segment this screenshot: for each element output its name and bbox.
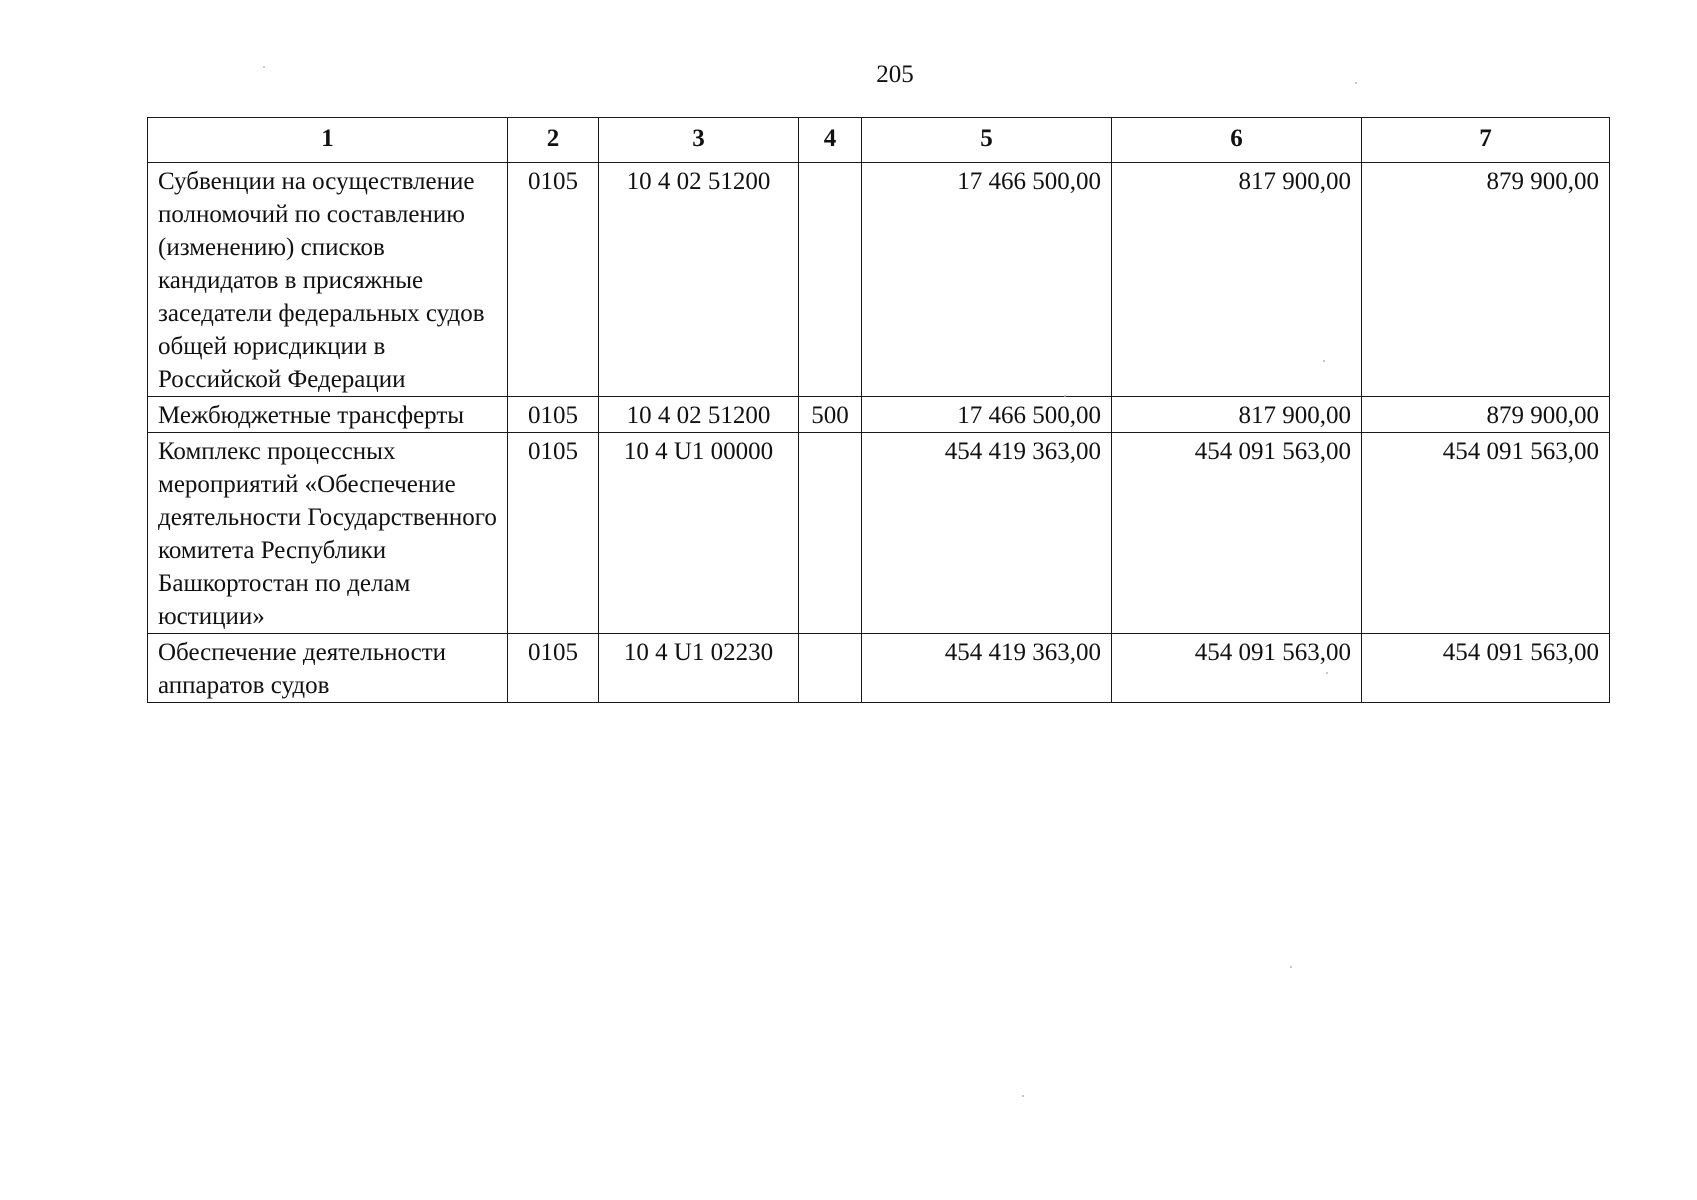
amount-cell: 454 419 363,00: [862, 433, 1112, 634]
column-header: 3: [599, 118, 799, 163]
amount-cell: 454 091 563,00: [1362, 433, 1610, 634]
scan-speck: [1323, 360, 1325, 362]
column-header: 7: [1362, 118, 1610, 163]
row-name-cell: Межбюджетные трансферты: [148, 397, 508, 433]
scan-speck: [1290, 966, 1292, 968]
section-code-cell: 0105: [508, 163, 599, 397]
column-header: 6: [1112, 118, 1362, 163]
amount-cell: 17 466 500,00: [862, 163, 1112, 397]
row-name-cell: Комплекс процессных мероприятий «Обеспечение деятельности Государственного комитета Республики Башкортостан по делам юстиции»: [148, 433, 508, 634]
table-row: [148, 163, 1610, 397]
scan-speck: [1326, 672, 1328, 674]
table-row: [148, 433, 1610, 634]
expense-type-cell: 500: [799, 397, 862, 433]
scan-speck: [263, 66, 265, 68]
amount-cell: 17 466 500,00: [862, 397, 1112, 433]
scan-speck: [1064, 395, 1066, 397]
budget-table: [147, 117, 1610, 703]
column-header: 4: [799, 118, 862, 163]
page-number: 205: [876, 61, 914, 88]
amount-cell: 879 900,00: [1362, 163, 1610, 397]
amount-cell: 817 900,00: [1112, 397, 1362, 433]
amount-cell: 454 091 563,00: [1112, 634, 1362, 703]
target-code-cell: 10 4 U1 00000: [599, 433, 799, 634]
amount-cell: 817 900,00: [1112, 163, 1362, 397]
amount-cell: 879 900,00: [1362, 397, 1610, 433]
expense-type-cell: [799, 163, 862, 397]
target-code-cell: 10 4 02 51200: [599, 163, 799, 397]
column-header: 5: [862, 118, 1112, 163]
expense-type-cell: [799, 634, 862, 703]
section-code-cell: 0105: [508, 397, 599, 433]
expense-type-cell: [799, 433, 862, 634]
column-header: 1: [148, 118, 508, 163]
table-header-row: [148, 118, 1610, 163]
row-name-cell: Обеспечение деятельности аппаратов судов: [148, 634, 508, 703]
amount-cell: 454 419 363,00: [862, 634, 1112, 703]
row-name-cell: Субвенции на осуществление полномочий по составлению (изменению) списков кандидатов в присяжные заседатели федеральных судов общей юрисдикции в Российской Федерации: [148, 163, 508, 397]
table-row: [148, 397, 1610, 433]
scan-speck: [1022, 1095, 1024, 1097]
section-code-cell: 0105: [508, 433, 599, 634]
amount-cell: 454 091 563,00: [1112, 433, 1362, 634]
scan-speck: [1355, 82, 1357, 84]
amount-cell: 454 091 563,00: [1362, 634, 1610, 703]
target-code-cell: 10 4 U1 02230: [599, 634, 799, 703]
section-code-cell: 0105: [508, 634, 599, 703]
target-code-cell: 10 4 02 51200: [599, 397, 799, 433]
column-header: 2: [508, 118, 599, 163]
table-row: [148, 634, 1610, 703]
